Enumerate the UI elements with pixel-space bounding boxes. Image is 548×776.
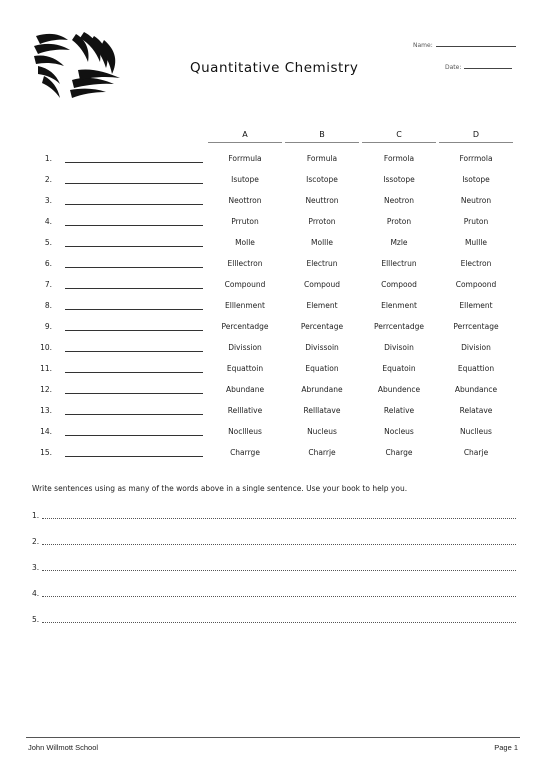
word-option-d: Relatave [459,406,493,415]
table-row [0,404,548,425]
row-number: 4. [44,217,52,226]
answer-line[interactable] [65,183,203,184]
row-number: 14. [40,427,52,436]
row-number: 8. [44,301,52,310]
word-option-a: Isutope [231,175,259,184]
row-number: 11. [40,364,52,373]
table-row [0,215,548,236]
table-row [0,299,548,320]
word-option-d: Nuclleus [460,427,492,436]
word-option-a: Elllectron [227,259,263,268]
word-option-a: Compound [224,280,266,289]
word-option-d: Perrcentage [453,322,499,331]
row-number: 12. [40,385,52,394]
word-option-d: Electron [460,259,492,268]
dotted-writing-line [42,518,516,519]
date-line [464,62,512,69]
footer-school: John Willmott School [28,743,99,752]
word-option-d: Compoond [455,280,497,289]
column-header-b: B [285,130,359,143]
sentence-line-number: 2. [32,537,40,546]
instructions-text: Write sentences using as many of the words above in a single sentence. Use your book to help you. [32,484,408,493]
answer-line[interactable] [65,162,203,163]
word-option-d: Equattion [457,364,495,373]
table-row [0,257,548,278]
word-option-b: Element [306,301,338,310]
sentence-line[interactable] [32,534,516,546]
word-option-b: Compoud [304,280,340,289]
word-option-a: Percentadge [221,322,269,331]
word-option-d: Ellement [459,301,493,310]
table-row [0,362,548,383]
dotted-writing-line [42,622,516,623]
word-option-c: Compood [381,280,417,289]
word-option-d: Pruton [463,217,489,226]
word-option-c: Issotope [383,175,415,184]
answer-line[interactable] [65,372,203,373]
row-number: 5. [44,238,52,247]
word-option-d: Division [461,343,491,352]
answer-line[interactable] [65,393,203,394]
row-number: 2. [44,175,52,184]
answer-line[interactable] [65,330,203,331]
answer-line[interactable] [65,225,203,226]
word-option-a: Abundane [225,385,265,394]
word-option-c: Neotron [383,196,414,205]
row-number: 6. [44,259,52,268]
word-option-a: Nocllleus [228,427,262,436]
sentence-line-number: 3. [32,563,40,572]
word-option-b: Percentage [300,322,344,331]
word-option-c: Equatoin [382,364,416,373]
table-row [0,320,548,341]
sentence-line[interactable] [32,560,516,572]
row-number: 9. [44,322,52,331]
word-option-c: Perrcentadge [374,322,424,331]
answer-line[interactable] [65,288,203,289]
column-header-c: C [362,130,436,143]
name-line [436,40,516,47]
word-option-b: Formula [306,154,338,163]
word-option-c: Abundence [377,385,421,394]
word-option-c: Charge [385,448,413,457]
word-option-d: Forrmola [459,154,493,163]
word-option-c: Nocleus [384,427,414,436]
page-title: Quantitative Chemistry [190,60,359,76]
dotted-writing-line [42,544,516,545]
answer-line[interactable] [65,309,203,310]
table-row [0,173,548,194]
table-row [0,152,548,173]
name-label: Name: [413,42,433,49]
row-number: 1. [44,154,52,163]
word-option-a: Equattoin [226,364,264,373]
table-row [0,446,548,467]
word-option-c: Relative [383,406,415,415]
word-option-a: Molle [235,238,255,247]
sentence-line[interactable] [32,612,516,624]
word-option-d: Abundance [454,385,498,394]
word-option-b: Equation [305,364,339,373]
word-option-a: Divission [228,343,262,352]
word-option-a: Relllative [227,406,263,415]
answer-line[interactable] [65,204,203,205]
sentence-line-number: 5. [32,615,40,624]
word-option-c: Elenment [381,301,417,310]
column-header-a: A [208,130,282,143]
sentence-line[interactable] [32,586,516,598]
word-option-a: Forrmula [228,154,262,163]
dotted-writing-line [42,570,516,571]
word-option-c: Elllectrun [381,259,417,268]
table-row [0,236,548,257]
word-option-c: Divisoin [384,343,414,352]
word-option-b: Prroton [308,217,336,226]
row-number: 13. [40,406,52,415]
row-number: 15. [40,448,52,457]
word-option-b: Relllatave [303,406,341,415]
word-option-b: Divissoin [305,343,339,352]
word-option-b: Mollle [311,238,333,247]
word-option-b: Electrun [306,259,338,268]
word-option-a: Neottron [228,196,262,205]
row-number: 7. [44,280,52,289]
table-row [0,425,548,446]
row-number: 10. [40,343,52,352]
table-row [0,194,548,215]
sentence-line-number: 4. [32,589,40,598]
name-field[interactable] [413,40,516,49]
word-option-b: Charrje [308,448,336,457]
table-row [0,341,548,362]
sentence-line[interactable] [32,508,516,520]
word-option-b: Iscotope [306,175,338,184]
table-row [0,278,548,299]
word-option-a: Prruton [231,217,259,226]
answer-line[interactable] [65,267,203,268]
word-option-d: Neutron [460,196,492,205]
answer-line[interactable] [65,246,203,247]
row-number: 3. [44,196,52,205]
answer-line[interactable] [65,435,203,436]
word-option-c: Mzle [390,238,408,247]
word-option-b: Nucleus [307,427,337,436]
table-row [0,383,548,404]
column-header-d: D [439,130,513,143]
footer-divider [26,737,520,738]
word-option-d: Mullle [464,238,488,247]
word-option-b: Abrundane [301,385,343,394]
answer-line[interactable] [65,414,203,415]
word-option-b: Neuttron [305,196,339,205]
school-logo [30,30,130,105]
dotted-writing-line [42,596,516,597]
date-field[interactable] [445,62,512,71]
sentence-line-number: 1. [32,511,40,520]
word-option-a: Charrge [230,448,260,457]
answer-line[interactable] [65,351,203,352]
word-option-c: Proton [386,217,412,226]
word-option-d: Charje [463,448,489,457]
word-option-d: Isotope [462,175,490,184]
word-option-c: Formola [383,154,415,163]
word-option-a: Elllenment [225,301,265,310]
footer-page-number: Page 1 [494,743,518,752]
date-label: Date: [445,64,462,71]
answer-line[interactable] [65,456,203,457]
